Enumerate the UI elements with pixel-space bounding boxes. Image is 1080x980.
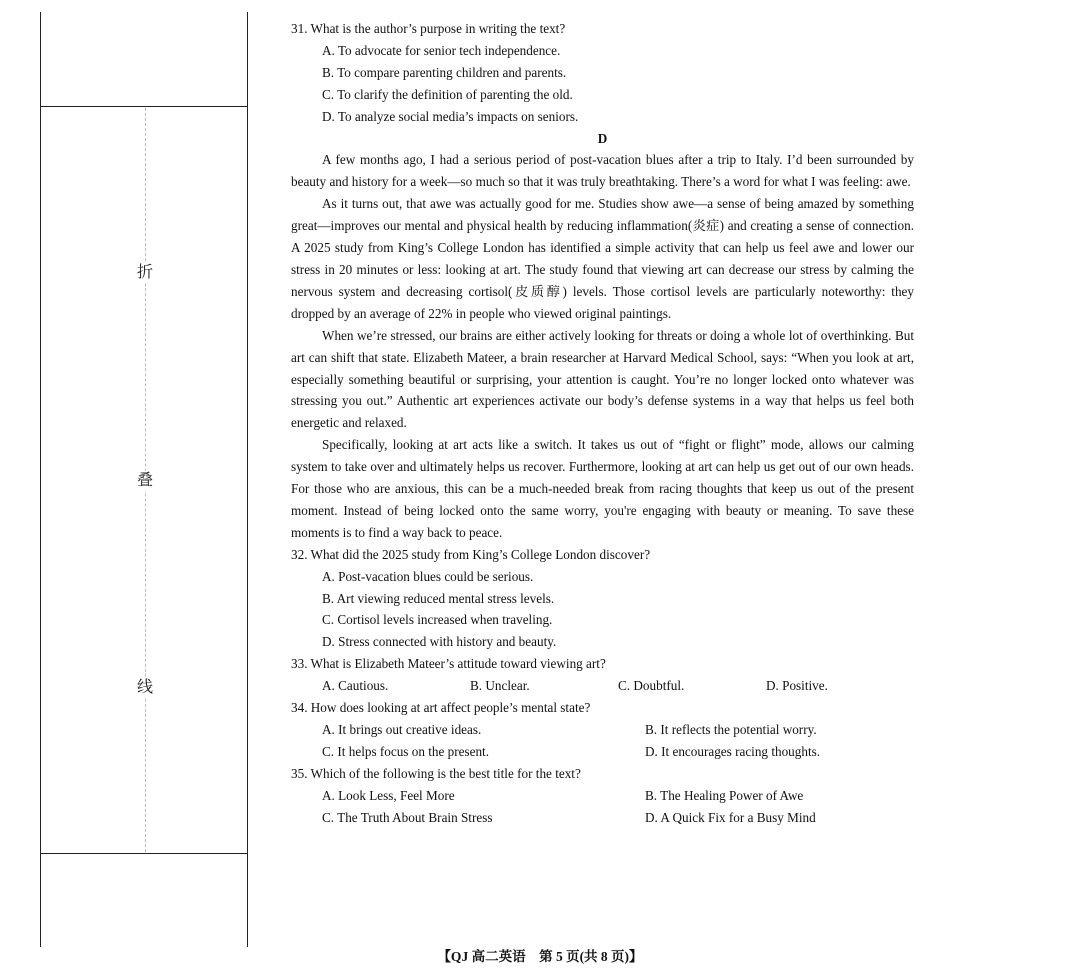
passage-paragraph: A few months ago, I had a serious period of post-vacation blues after a trip to Italy. I’d been surrounded by beauty and history for a week—so much so that it was truly breathtaking. There’s a word for what I was feeling: awe. (291, 152, 914, 190)
question-33 (291, 653, 914, 697)
question-31-option-a: A. To advocate for senior tech independence. (322, 42, 561, 58)
question-35-options-row-1 (291, 785, 914, 807)
question-31-option-b: B. To compare parenting children and parents. (322, 64, 567, 80)
question-32-option-d: D. Stress connected with history and beauty. (322, 634, 557, 650)
passage-paragraph: As it turns out, that awe was actually good for me. Studies show awe—a sense of being amazed by something great—improves our mental and physical health by reducing inflammation(炎症) and creating a sense of connection. A 2025 study from King’s College London has identified a simple activity that can help us feel awe and lower our stress in 20 minutes or less: looking at art. The study found that viewing art can decrease our stress by calming the nervous system and decreasing cortisol(皮质醇) levels. Those cortisol levels are particularly noteworthy: they dropped by an average of 22% in people who viewed original paintings. (291, 196, 914, 321)
question-32-option-c: C. Cortisol levels increased when traveling. (322, 612, 553, 628)
question-35-option-a: A. Look Less, Feel More (322, 787, 455, 803)
passage-d (291, 128, 914, 544)
question-32-option-a: A. Post-vacation blues could be serious. (322, 568, 534, 584)
question-33-option-a: A. Cautious. (322, 678, 389, 694)
question-35-option-d: D. A Quick Fix for a Busy Mind (645, 809, 816, 825)
question-34 (291, 697, 914, 763)
margin-bottom-divider (40, 853, 248, 854)
question-35 (291, 763, 914, 829)
fold-char-3: 线 (136, 679, 153, 696)
question-31-option-c: C. To clarify the definition of parenting the old. (322, 86, 573, 102)
question-32-stem: 32. What did the 2025 study from King’s College London discover? (291, 546, 651, 562)
question-34-option-c: C. It helps focus on the present. (322, 743, 490, 759)
question-32 (291, 544, 914, 654)
question-34-option-a: A. It brings out creative ideas. (322, 722, 482, 737)
binding-margin (0, 0, 250, 950)
fold-char-2: 叠 (136, 472, 153, 489)
question-35-options-row-2 (291, 807, 914, 829)
margin-top-divider (40, 106, 248, 107)
question-35-option-c: C. The Truth About Brain Stress (322, 809, 493, 825)
question-31 (291, 18, 914, 128)
fold-char-1: 折 (136, 264, 153, 281)
question-32-option-b: B. Art viewing reduced mental stress levels. (322, 590, 555, 606)
question-33-stem: 33. What is Elizabeth Mateer’s attitude toward viewing art? (291, 656, 606, 672)
exam-content (291, 18, 914, 829)
margin-right-border (247, 12, 248, 947)
question-34-stem: 34. How does looking at art affect people’s mental state? (291, 700, 591, 716)
question-33-options (291, 675, 914, 697)
question-34-options-row-2 (291, 741, 914, 763)
question-34-option-d: D. It encourages racing thoughts. (645, 743, 821, 759)
question-33-option-b: B. Unclear. (470, 678, 530, 694)
question-34-option-b: B. It reflects the potential worry. (645, 722, 817, 737)
margin-left-border (40, 12, 41, 947)
question-35-option-b: B. The Healing Power of Awe (645, 787, 804, 803)
question-33-option-d: D. Positive. (766, 678, 828, 694)
question-31-option-d: D. To analyze social media’s impacts on seniors. (322, 108, 579, 124)
passage-title: D (597, 130, 608, 146)
passage-paragraph: Specifically, looking at art acts like a switch. It takes us out of “fight or flight” mode, allows our calming system to take over and ultimately helps us recover. Furthermore, looking at art can help us get out of our own heads. For those who are anxious, this can be a much-needed break from racing thoughts that keep us out of the present moment. Instead of being locked onto the same worry, you're engaging with beauty or meaning. To save these moments is to find a way back to peace. (291, 437, 914, 540)
question-34-options-row-1 (291, 719, 914, 741)
passage-paragraph: When we’re stressed, our brains are either actively looking for threats or doing a whole lot of overthinking. But art can shift that state. Elizabeth Mateer, a brain researcher at Harvard Medical School, says: “When you look at art, especially something beautiful or surprising, your attention is caught. You’re no longer locked onto whatever was stressing you out.” Authentic art experiences activate our body’s defense systems in a way that helps us feel both energetic and relaxed. (291, 327, 914, 431)
page-footer: 【QJ 高二英语 第 5 页(共 8 页)】 (437, 949, 643, 964)
question-35-stem: 35. Which of the following is the best title for the text? (291, 765, 581, 781)
question-31-stem: 31. What is the author’s purpose in writing the text? (291, 21, 566, 36)
question-33-option-c: C. Doubtful. (618, 678, 685, 694)
